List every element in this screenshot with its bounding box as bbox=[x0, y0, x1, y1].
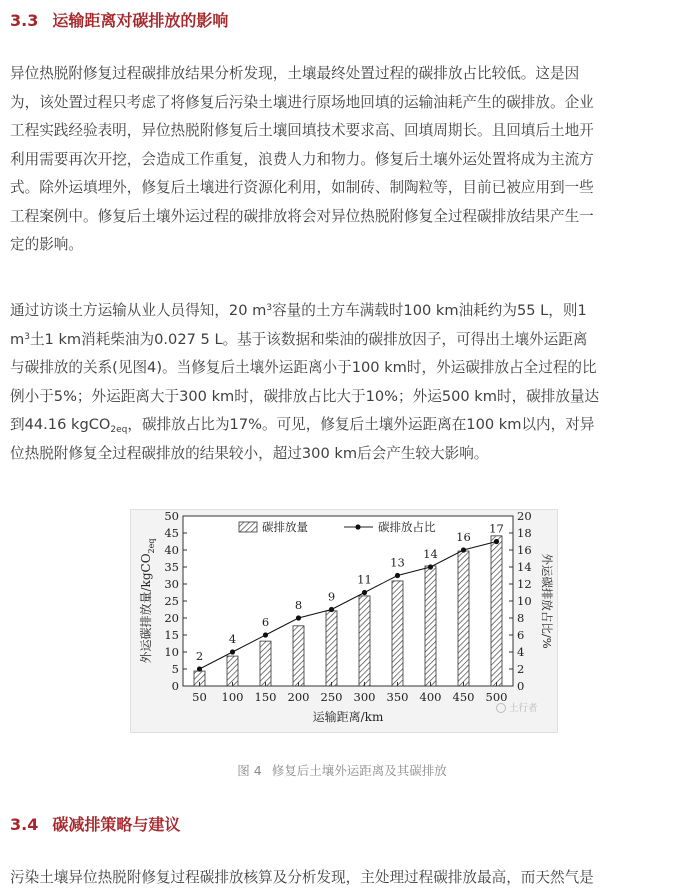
x-tick-label: 500 bbox=[485, 690, 508, 704]
text-line: 与碳排放的关系(见图4)。当修复后土壤外运距离小于100 km时，外运碳排放占全过程的比 bbox=[10, 359, 597, 376]
share-point-label: 11 bbox=[357, 572, 372, 587]
share-point bbox=[329, 607, 334, 612]
legend-bar-label: 碳排放量 bbox=[262, 520, 308, 534]
watermark-icon bbox=[497, 704, 506, 713]
y-left-tick-label: 15 bbox=[164, 628, 179, 642]
share-point bbox=[362, 590, 367, 595]
x-axis-label: 运输距离/km bbox=[312, 710, 384, 724]
y-axis-right-label: 外运碳排放占比/% bbox=[540, 553, 554, 649]
legend-bar-swatch bbox=[239, 522, 257, 532]
y-axis-left-label: 外运碳排放量/kgCO$_{2eq}$ bbox=[139, 538, 156, 664]
y-right-tick-label: 16 bbox=[517, 543, 532, 557]
bar bbox=[458, 551, 469, 686]
y-left-tick-label: 0 bbox=[171, 679, 179, 693]
text-line: 定的影响。 bbox=[10, 236, 83, 253]
section-title: 碳减排策略与建议 bbox=[52, 815, 181, 834]
chart-svg bbox=[131, 510, 557, 732]
section-title: 运输距离对碳排放的影响 bbox=[52, 11, 229, 30]
share-point bbox=[197, 666, 202, 671]
y-right-tick-label: 0 bbox=[517, 679, 525, 693]
y-left-tick-label: 40 bbox=[164, 543, 179, 557]
y-left-tick-label: 50 bbox=[164, 510, 179, 523]
text-line: 位热脱附修复全过程碳排放的结果较小，超过300 km后会产生较大影响。 bbox=[10, 444, 489, 462]
text-run: 容量的土方车满载时100 km油耗约为55 L，则1 bbox=[272, 302, 587, 319]
section-heading-3-3 bbox=[10, 8, 228, 31]
text-line: 异位热脱附修复过程碳排放结果分析发现，土壤最终处置过程的碳排放占比较低。这是因 bbox=[10, 65, 580, 82]
figure-caption-text: 修复后土壤外运距离及其碳排放 bbox=[271, 763, 447, 778]
text-line: 为，该处置过程只考虑了将修复后污染土壤进行原场地回填的运输油耗产生的碳排放。企业 bbox=[10, 93, 594, 111]
text-run: 通过访谈土方运输从业人员得知，20 m bbox=[10, 302, 267, 319]
y-left-tick-label: 20 bbox=[164, 611, 179, 625]
share-point bbox=[395, 573, 400, 578]
y-right-tick-label: 4 bbox=[517, 645, 525, 659]
section-number: 3.4 bbox=[10, 815, 39, 834]
y-left-tick-label: 30 bbox=[164, 577, 179, 591]
legend-line-label: 碳排放占比 bbox=[378, 520, 436, 534]
bar bbox=[326, 611, 337, 686]
text-line bbox=[10, 297, 674, 326]
text-run: 土1 km消耗柴油为0.027 5 L。基于该数据和柴油的碳排放因子，可得出土壤外运距离 bbox=[29, 330, 588, 348]
share-point bbox=[263, 632, 268, 637]
x-tick-label: 400 bbox=[419, 690, 442, 704]
section-heading-3-4 bbox=[10, 812, 180, 835]
share-point-label: 17 bbox=[489, 521, 504, 536]
y-right-tick-label: 18 bbox=[517, 526, 532, 540]
y-right-tick-label: 10 bbox=[517, 594, 532, 608]
share-point-label: 4 bbox=[228, 632, 237, 646]
text-line: 式。除外运填埋外，修复后土壤进行资源化利用，如制砖、制陶粒等，目前已被应用到一些 bbox=[10, 179, 594, 196]
text-line: 污染土壤异位热脱附修复过程碳排放核算及分析发现，主处理过程碳排放最高，而天然气是 bbox=[10, 869, 594, 886]
bar bbox=[227, 656, 238, 686]
share-point-label: 8 bbox=[294, 598, 303, 612]
bar bbox=[491, 536, 502, 686]
bar bbox=[260, 641, 271, 686]
text-run: 到44.16 kgCO bbox=[10, 416, 111, 433]
share-point-label: 9 bbox=[327, 589, 336, 604]
y-right-tick-label: 20 bbox=[517, 510, 532, 523]
superscript: 3 bbox=[24, 331, 30, 342]
superscript: 3 bbox=[266, 303, 273, 313]
text-run: m bbox=[10, 330, 25, 348]
share-point bbox=[428, 564, 433, 569]
y-right-tick-label: 8 bbox=[517, 611, 525, 625]
legend-line-marker bbox=[355, 524, 360, 529]
share-point-label: 14 bbox=[423, 547, 438, 561]
section-number: 3.3 bbox=[10, 11, 39, 30]
subscript: 2eq bbox=[110, 425, 128, 435]
y-left-tick-label: 10 bbox=[164, 645, 179, 659]
share-point bbox=[461, 547, 466, 552]
y-right-tick-label: 14 bbox=[517, 560, 532, 574]
x-tick-label: 450 bbox=[452, 690, 475, 704]
y-right-tick-label: 12 bbox=[517, 577, 532, 591]
share-point-label: 6 bbox=[261, 615, 270, 629]
x-tick-label: 350 bbox=[386, 690, 409, 704]
x-tick-label: 250 bbox=[320, 690, 343, 704]
x-tick-label: 100 bbox=[221, 690, 244, 704]
paragraph-transport-distance bbox=[10, 297, 674, 468]
x-tick-label: 200 bbox=[287, 690, 310, 704]
y-left-tick-label: 45 bbox=[164, 526, 179, 540]
share-point-label: 16 bbox=[456, 530, 471, 544]
bar bbox=[425, 566, 436, 686]
y-left-tick-label: 35 bbox=[164, 560, 179, 574]
share-point bbox=[296, 615, 301, 620]
x-tick-label: 300 bbox=[353, 690, 376, 704]
text-line bbox=[10, 326, 674, 355]
text-line: 例小于5%；外运距离大于300 km时，碳排放占比大于10%；外运500 km时，碳排放量达 bbox=[10, 387, 600, 405]
share-point-label: 2 bbox=[195, 649, 204, 663]
watermark: 土行者 bbox=[509, 703, 538, 714]
y-right-tick-label: 2 bbox=[517, 662, 525, 676]
paragraph-final-disposal bbox=[10, 60, 674, 260]
y-left-tick-label: 25 bbox=[164, 594, 179, 608]
x-tick-label: 50 bbox=[192, 690, 207, 704]
figure-caption bbox=[0, 761, 684, 779]
text-line: 工程实践经验表明，异位热脱附修复后土壤回填技术要求高、回填周期长。且回填后土地开 bbox=[10, 122, 594, 139]
y-right-tick-label: 6 bbox=[517, 628, 525, 642]
share-point-label: 13 bbox=[390, 555, 405, 570]
text-run: ，碳排放占比为17%。可见，修复后土壤外运距离在100 km以内，对异 bbox=[127, 416, 595, 433]
bar bbox=[359, 596, 370, 686]
bar bbox=[293, 626, 304, 686]
text-line: 利用需要再次开挖，会造成工作重复，浪费人力和物力。修复后土壤外运处置将成为主流方 bbox=[10, 150, 594, 168]
figure-4-chart bbox=[130, 509, 558, 733]
bar bbox=[392, 581, 403, 686]
figure-number: 图 4 bbox=[237, 763, 262, 778]
share-point bbox=[494, 539, 499, 544]
text-line bbox=[10, 411, 674, 440]
share-point bbox=[230, 649, 235, 654]
x-tick-label: 150 bbox=[254, 690, 277, 704]
y-left-tick-label: 5 bbox=[171, 662, 179, 676]
text-line: 工程案例中。修复后土壤外运过程的碳排放将会对异位热脱附修复全过程碳排放结果产生一 bbox=[10, 207, 594, 225]
paragraph-reduction-strategy bbox=[10, 864, 674, 893]
